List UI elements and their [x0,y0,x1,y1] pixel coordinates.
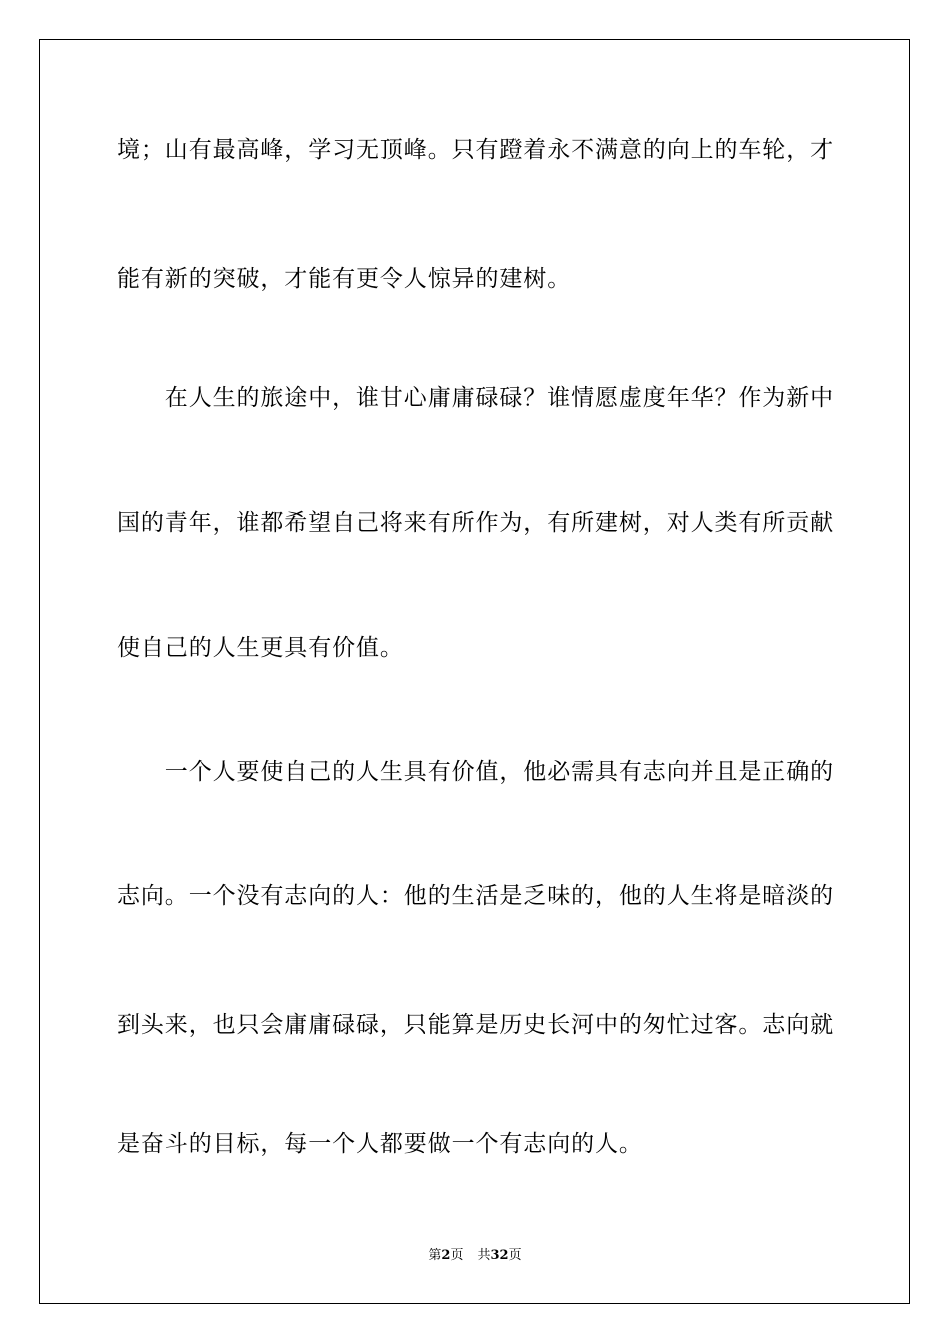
text-line-8: 到头来，也只会庸庸碌碌，只能算是历史长河中的匆忙过客。志向就 [117,1012,834,1038]
text-line-4: 国的青年，谁都希望自己将来有所作为，有所建树，对人类有所贡献 [117,510,834,536]
text-line-7: 志向。一个没有志向的人：他的生活是乏味的，他的人生将是暗淡的 [117,883,834,909]
text-line-5: 使自己的人生更具有价值。 [117,635,404,661]
footer-page-suffix: 页 [450,1248,464,1263]
text-line-6: 一个人要使自己的人生具有价值，他必需具有志向并且是正确的 [117,759,834,785]
footer-total-pages: 32 [490,1248,509,1263]
page-footer [0,1247,950,1265]
text-line-2: 能有新的突破，才能有更令人惊异的建树。 [117,266,572,292]
footer-total-prefix: 共 [477,1248,491,1263]
text-line-1: 境；山有最高峰，学习无顶峰。只有蹬着永不满意的向上的车轮，才 [117,137,834,163]
page-border [39,39,910,1304]
footer-page-prefix: 第 [428,1248,442,1263]
text-line-9: 是奋斗的目标，每一个人都要做一个有志向的人。 [117,1131,643,1157]
footer-total-suffix: 页 [508,1248,522,1263]
text-line-3: 在人生的旅途中，谁甘心庸庸碌碌？谁情愿虚度年华？作为新中 [117,385,834,411]
footer-page-number: 2 [441,1248,451,1263]
